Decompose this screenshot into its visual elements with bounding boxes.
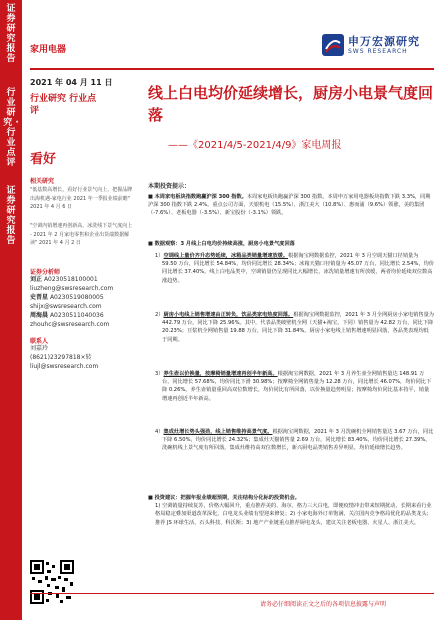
sws-logo-icon — [322, 34, 344, 56]
footer-divider — [30, 593, 434, 594]
contact-heading: 联系人 — [30, 338, 49, 345]
industry-rating: 看好 — [30, 152, 57, 167]
data-observation-heading: ■ 数据观察：3 月线上白电均价持续高涨，厨房小电景气度回落 — [148, 241, 295, 247]
header-divider — [30, 68, 434, 70]
data-observation-item-2: 2）厨房小电线上销售增速由正转负，饮品类家电热度回落。根据淘宝网数据监控，2021 年 3 月全网厨房小家电销售量为 442.79 万台，同比下降 25.96%。其中，代表品类破壁机全网（天猫+淘宝，下同）销售量为 42.82 万台，同比下降 20.23%；豆浆机全网销售量 19.88 万台，同比下降 31.84%。厨房小家电线上销售增速明显回落，各品类表现均低于同期。 — [155, 312, 434, 343]
contact-email[interactable]: liujl@swsresearch.com — [30, 363, 99, 370]
analyst-email[interactable]: zhouhc@swsresearch.com — [30, 321, 110, 328]
analyst-email[interactable]: liuzheng@swsresearch.com — [30, 285, 114, 292]
qr-code-icon — [30, 560, 74, 604]
related-research-item[interactable]: "空调内销增速再创新高，冰洗线下景气度向上 - 2021 年 2 月家电零售和企业出货端数据解读" 2021 年 4 月 2 日 — [30, 223, 133, 246]
analyst-email[interactable]: shijx@swsresearch.com — [30, 303, 102, 310]
logo-name-cn: 申万宏源研究 — [348, 35, 420, 48]
leftbar-top-label: 证券研究报告 — [6, 4, 16, 64]
logo-name-en: SWS RESEARCH — [348, 48, 408, 55]
related-research-heading: 相关研究 — [30, 178, 55, 185]
investment-tips-heading: 本期投资提示： — [148, 183, 191, 190]
report-date: 2021 年 04 月 11 日 — [30, 78, 113, 87]
left-brand-bar — [0, 0, 22, 620]
report-title: 线上白电均价延续增长，厨房小电景气度回落 — [148, 84, 434, 124]
leftbar-bottom-label: 证券研究报告 — [6, 186, 16, 246]
analyst-line: 史晋星 A0230519080005 — [30, 294, 104, 301]
summary-paragraph: ■ 本周家电板块指数跑赢沪深 300 指数。本周家电板块跑赢沪深 300 指数。本周申万家用电器板块指数下跌 3.3%，同期沪深 300 指数下跌 2.4%。重点公司方面，天银机电（15.5%）、浙江美大（10.8%）、惠而浦（9.6%）领涨，美的集团（-7.6%）、老板电器（-3.5%）、新宝股份（-3.1%）领跌。 — [148, 194, 431, 217]
disclaimer-footer: 请务必仔细阅读正文之后的各项信息披露与声明 — [260, 601, 387, 608]
data-observation-item-3: 3）养生壶以价换量，按摩椅销量增速再创半年新高。根据淘宝网数据，2021 年 3 月养生壶全网销售量达 148.91 万台，同比增长 57.68%，均价同比下滑 30.98%；按摩椅全网销售量为 12.28 万台，同比增长 46.07%，均价同比下降 0.26%。养生壶销量重回高双位数增长，均价同比有所回落，以价换量趋势明显；按摩椅均价同比基本持平，销量增速再创近半年新高。 — [155, 371, 432, 402]
report-type: 行业研究 行业点评 — [30, 94, 97, 116]
contact-phone: (8621)23297818×转 — [30, 354, 92, 361]
analyst-line: 刘正 A0230518100001 — [30, 276, 98, 283]
report-subtitle: ——《2021/4/5-2021/4/9》家电周报 — [168, 140, 342, 151]
related-research-item[interactable]: "低基数高增长，看好行业景气向上，把握品牌出海机遇-家电行业 2021 年一季报业绩前瞻" 2021 年 4 月 6 日 — [30, 187, 133, 210]
report-category: 家用电器 — [30, 45, 67, 55]
analysts-heading: 证券分析师 — [30, 269, 61, 276]
data-observation-item-4: 4）集成灶增长势头强劲，线上销售维持高景气度。根据淘宝网数据，2021 年 3 月洗碗机全网销售量达 3.67 万台，同比下降 6.50%，均价同比增长 24.32%；集成灶天猫销售量 2.69 万台，同比增长 83.40%，均价同比增长 27.39%。洗碗机线上景气度有所回落，集成灶维持高双位数增长，新兴厨电品类销售差异明显，均价延续增长趋势。 — [155, 429, 434, 452]
analyst-line: 周海晨 A0230511040036 — [30, 312, 104, 319]
data-observation-item-1: 1）空调线上量价齐升态势延续，冰箱品类销量增速放缓。根据淘宝网数据监控，2021 年 3 月空调天猫口径销量为 59.50 万台，同比增长 54.84%，均价同比增长 28.34%；冰箱天猫口径销量为 45.07 万台，同比增长 2.54%，均价同比增长 37.40%。线上白电品类中，空调销量仍呈现同比大幅增长，冰洗销量增速有所放缓，两者均价延续双位数高涨趋势。 — [155, 253, 435, 284]
leftbar-middle-label: 行业研究 · 行业点评 — [3, 88, 19, 168]
contact-name: 刘嘉玲 — [30, 345, 49, 352]
investment-advice-paragraph: ■ 投资建议：把握年报业绩超预期，关注结构分化标的投资机会。 1) 空调销量持续复苏，价格大幅回升，重点推荐美的、海尔、格力三大白电，即便疫情冲击带来短期扰动，长期来看行业格局稳定叠加渠道改革深化，白电龙头业绩有望迎来修复；2) 小家电海外订单饱满，关注国内竞争格局优化的品类龙头；推荐 JS 环球生活、石头科技、科沃斯；3) 地产产业链重点推荐厨电龙头，建议关注老板电器、火星人、浙江美大。 — [148, 495, 432, 526]
sws-logo — [322, 32, 434, 64]
